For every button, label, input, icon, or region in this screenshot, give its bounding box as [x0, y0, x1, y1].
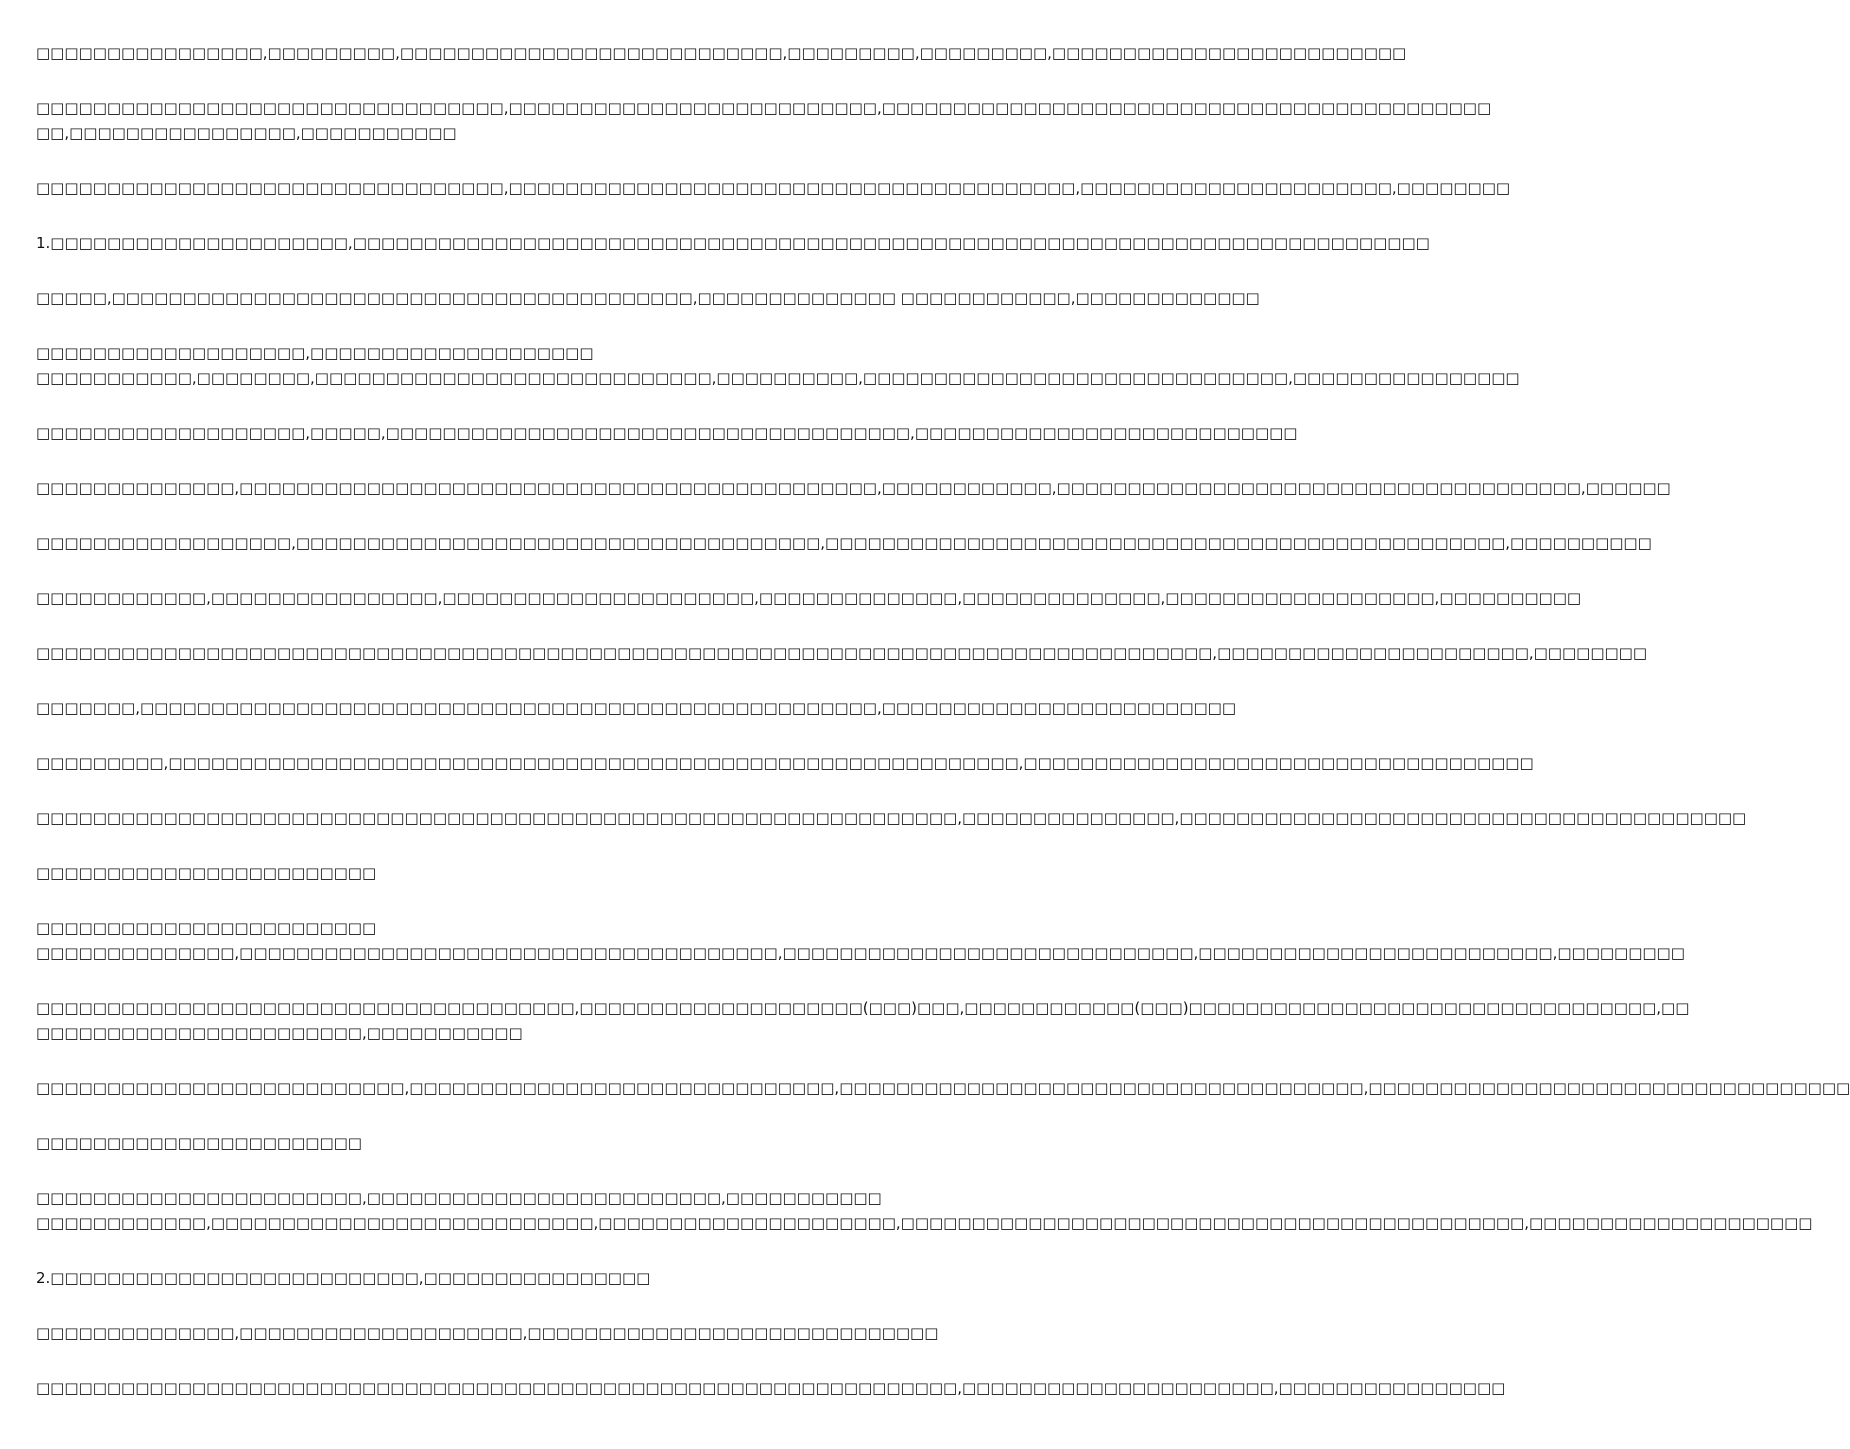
- text-line: □□□□□□□□□□□□□□□□□□□□□□□□: [36, 864, 377, 882]
- text-line: □□□□□□□□□□□,□□□□□□□□,□□□□□□□□□□□□□□□□□□□□□□□□□□□□,□□□□□□□□□□,□□□□□□□□□□□□□□□□□□□□□□□□□□□□□□,□□□□□□□□□□□□□□□□: [36, 369, 1520, 387]
- text-line: 1.□□□□□□□□□□□□□□□□□□□□□,□□□□□□□□□□□□□□□□□□□□□□□□□□□□□□□□□□□□□□□□□□□□□□□□□□□□□□□□□□□□□□□□□□□□□□□□□□□□: [36, 234, 1430, 252]
- text-line: 2.□□□□□□□□□□□□□□□□□□□□□□□□□□,□□□□□□□□□□□□□□□□: [36, 1269, 651, 1287]
- text-line: □□□□□□□□□,□□□□□□□□□□□□□□□□□□□□□□□□□□□□□□□□□□□□□□□□□□□□□□□□□□□□□□□□□□□□,□□□□□□□□□□□□□□□□□□□□□□□□□□□□□□□□□□□□: [36, 754, 1534, 772]
- text-line: □□□□□□□□□□□□□□□□□□□,□□□□□,□□□□□□□□□□□□□□□□□□□□□□□□□□□□□□□□□□□□□,□□□□□□□□□□□□□□□□□□□□□□□□□□□: [36, 424, 1298, 442]
- text-line: □□□□□□□□□□□□,□□□□□□□□□□□□□□□□□□□□□□□□□□□,□□□□□□□□□□□□□□□□□□□□□,□□□□□□□□□□□□□□□□□□□□□□□□□□□□□□□□□□□□□□□□□□□□,□□□□□□□□□□□□□□□□□□□□: [36, 1214, 1813, 1232]
- text-line: □□□□□□□□□□□□□□□□□□□□□□□□□□□□□□□□□,□□□□□□□□□□□□□□□□□□□□□□□□□□,□□□□□□□□□□□□□□□□□□□□□□□□□□□□□□□□□□□□□□□□□□□: [36, 99, 1492, 117]
- text-line: □□□□□□□□□□□□□□□□□□□□□□□: [36, 1134, 362, 1152]
- text-line: □□□□□□□□□□□□□□□□□□□□□□□,□□□□□□□□□□□: [36, 1024, 523, 1042]
- text-line: □□□□□□□□□□□□□□□□,□□□□□□□□□,□□□□□□□□□□□□□□□□□□□□□□□□□□□,□□□□□□□□□,□□□□□□□□□,□□□□□□□□□□□□□□□□□□□□□□□□□: [36, 44, 1407, 62]
- text-line: □□□□□,□□□□□□□□□□□□□□□□□□□□□□□□□□□□□□□□□□□□□□□□□,□□□□□□□□□□□□□□ □□□□□□□□□□□□,□□□□□□□□□□□□□: [36, 289, 1260, 307]
- text-line: □□□□□□□□□□□□□□□□□□□□□□□□: [36, 919, 377, 937]
- text-line: □□□□□□□□□□□□□□,□□□□□□□□□□□□□□□□□□□□□□□□□□□□□□□□□□□□□□□□□□□□□,□□□□□□□□□□□□,□□□□□□□□□□□□□□□□□□□□□□□□□□□□□□□□□□□□□,□□□□□□: [36, 479, 1671, 497]
- text-line: □□□□□□□□□□□□□□□□□□□,□□□□□□□□□□□□□□□□□□□□: [36, 344, 594, 362]
- text-line: □□□□□□□□□□□□□□□□□□□□□□□□□□□□□□□□□□□□□□□□□□□□□□□□□□□□□□□□□□□□□□□□□□□□□□□□□□□□□□□□□□□,□□□□□□□□□□□□□□□□□□□□□□,□□□□□□□□: [36, 644, 1648, 662]
- text-line: □□□□□□□□□□□□□□□□□□□□□□□□□□□□□□□□□□□□□□□□□□□□□□□□□□□□□□□□□□□□□□□□□,□□□□□□□□□□□□□□□,□□□□□□□□□□□□□□□□□□□□□□□□□□□□□□□□□□□□□□□□: [36, 809, 1747, 827]
- text-line: □□□□□□□□□□□□□□□□□□□□□□□□□□□□□□□□□□□□□□,□□□□□□□□□□□□□□□□□□□□(□□□)□□□,□□□□□□□□□□□□(□□□)□□□□□□□□□□□□□□□□□□□□□□□□□□□□□□□□□,□□: [36, 999, 1690, 1017]
- text-line: □□□□□□□□□□□□□□□□□□□□□□□□□□□□□□□□□,□□□□□□□□□□□□□□□□□□□□□□□□□□□□□□□□□□□□□□□□,□□□□□□□□□□□□□□□□□□□□□□,□□□□□□□□: [36, 179, 1511, 197]
- text-line: □□□□□□□□□□□□□□,□□□□□□□□□□□□□□□□□□□□,□□□□□□□□□□□□□□□□□□□□□□□□□□□□□: [36, 1324, 939, 1342]
- text-line: □□□□□□□□□□□□□□□□□□□□□□□,□□□□□□□□□□□□□□□□□□□□□□□□□,□□□□□□□□□□□: [36, 1189, 882, 1207]
- text-line: □□□□□□□□□□□□,□□□□□□□□□□□□□□□□,□□□□□□□□□□□□□□□□□□□□□□,□□□□□□□□□□□□□□,□□□□□□□□□□□□□□,□□□□□□□□□□□□□□□□□□□,□□□□□□□□□□: [36, 589, 1582, 607]
- text-line: □□□□□□□□□□□□□□,□□□□□□□□□□□□□□□□□□□□□□□□□□□□□□□□□□□□□□,□□□□□□□□□□□□□□□□□□□□□□□□□□□□□,□□□□□□□□□□□□□□□□□□□□□□□□□,□□□□□□□□□: [36, 944, 1685, 962]
- text-line: □□□□□□□□□□□□□□□□□□,□□□□□□□□□□□□□□□□□□□□□□□□□□□□□□□□□□□□□,□□□□□□□□□□□□□□□□□□□□□□□□□□□□□□□□□□□□□□□□□□□□□□□□,□□□□□□□□□□: [36, 534, 1652, 552]
- text-line: □□□□□□□□□□□□□□□□□□□□□□□□□□□□□□□□□□□□□□□□□□□□□□□□□□□□□□□□□□□□□□□□□,□□□□□□□□□□□□□□□□□□□□□□,□□□□□□□□□□□□□□□□: [36, 1379, 1506, 1397]
- text-line: □□,□□□□□□□□□□□□□□□□,□□□□□□□□□□□: [36, 124, 457, 142]
- text-line: □□□□□□□,□□□□□□□□□□□□□□□□□□□□□□□□□□□□□□□□□□□□□□□□□□□□□□□□□□□□,□□□□□□□□□□□□□□□□□□□□□□□□□: [36, 699, 1237, 717]
- text-line: □□□□□□□□□□□□□□□□□□□□□□□□□□,□□□□□□□□□□□□□□□□□□□□□□□□□□□□□□,□□□□□□□□□□□□□□□□□□□□□□□□□□□□□□□□□□□□□,□□□□□□□□□□□□□□□□□□□□□□□□□□□□□□□□□□: [36, 1079, 1850, 1097]
